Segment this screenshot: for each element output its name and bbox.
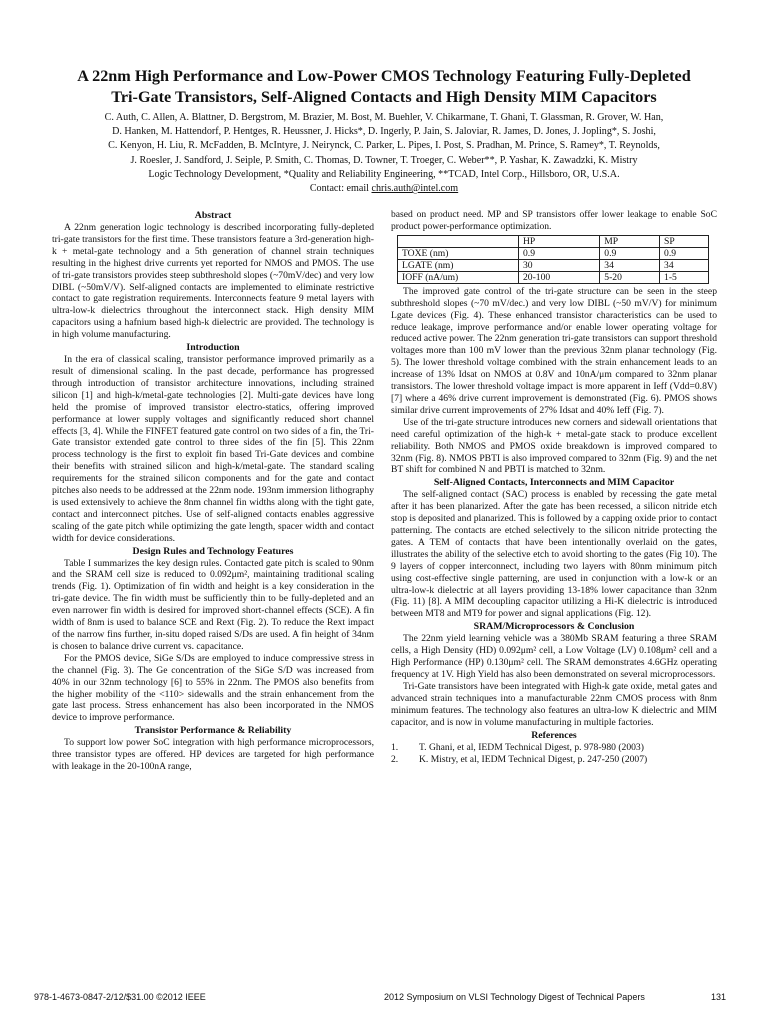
reference-number: 1. [391, 741, 399, 753]
reference-item [391, 742, 717, 754]
table-cell: 34 [600, 259, 660, 271]
transistor-parameter-table [397, 235, 709, 284]
table-cell: 0.9 [600, 247, 660, 259]
author-line: C. Auth, C. Allen, A. Blattner, D. Bergstrom, M. Brazier, M. Bost, M. Buehler, V. Chikarmane, T. Ghani, T. Glassman, R. Grover, W. Han, [104, 112, 664, 123]
reliability-paragraph: Use of the tri-gate structure introduces new corners and sidewall orientations that need careful optimization of the high-k + metal-gate stack to produce excellent reliability. Both NMOS and PMOS oxide breakdown is improved compared to 32nm (Fig. 8). NMOS PBTI is also improved compared to 32nm (Fig. 9) and the net BT shift for combined N and PBTI is matched to 32nm. [391, 416, 717, 476]
table-cell: 34 [660, 259, 709, 271]
abstract-text: A 22nm generation logic technology is described incorporating fully-depleted tri-gate transistors for the first time. These transistors feature a 3rd-generation high-k + metal-gate technology and a 5th generation of channel strain techniques resulting in the highest drive currents yet reported for NMOS and PMOS. The use of tri-gate transistors provides steep subthreshold slopes (~70mV/dec) and very low DIBL (~50mV/V). Self-aligned contacts are implemented to eliminate restrictive contact to gate registration requirements. Interconnects feature 9 metal layers with ultra-low-k dielectrics throughout the interconnect stack. High density MIM capacitors using a hafnium based high-k dielectric are provided. The technology is in high volume manufacturing. [52, 222, 374, 341]
footer-copyright: 978-1-4673-0847-2/12/$31.00 ©2012 IEEE [34, 992, 206, 1002]
footer-venue: 2012 Symposium on VLSI Technology Digest of Technical Papers [384, 992, 645, 1002]
contact-email-link[interactable]: chris.auth@intel.com [371, 183, 459, 195]
design-rules-paragraph: Table I summarizes the key design rules. Contacted gate pitch is scaled to 90nm and the SRAM cell size is reduced to 0.092μm², maintaining traditional scaling trends (Fig. 1). Optimization of fin width and height is a key consideration in the tri-gate device. The fin width must be sufficiently thin to be fully-depleted and an even narrower fin width is desired for improved short-channel effects (SCE). A fin width of 8nm is used to balance SCE and Rext (Fig. 2). To reduce the Rext impact of the narrow fins further, in-situ doped raised S/Ds are used. A fin height of 34nm is chosen to balance drive current vs. capacitance. [52, 557, 374, 652]
transistor-performance-paragraph: To support low power SoC integration with high performance microprocessors, three transistor types are offered. HP devices are targeted for high performance with leakage in the 20-100nA range, [52, 737, 374, 773]
author-line: C. Kenyon, H. Liu, R. McFadden, B. McIntyre, J. Neirynck, C. Parker, L. Pipes, I. Post, S. Pradhan, M. Prince, S. Ramey*, T. Reynolds, [108, 140, 660, 152]
reference-text: T. Ghani, et al, IEDM Technical Digest, p. 978-980 (2003) [419, 741, 644, 753]
sram-paragraph: The 22nm yield learning vehicle was a 380Mb SRAM featuring a three SRAM cells, a High Density (HD) 0.092μm² cell, a Low Voltage (LV) 0.108μm² cell and a High Performance (HP) 0.130μm² cell. The SRAM demonstrates 4.6GHz operating frequency at 1V. High Yield has also been demonstrated on several microprocessors. [391, 633, 717, 680]
table-header-cell: HP [519, 235, 600, 247]
author-line: D. Hanken, M. Hattendorf, P. Hentges, R. Heussner, J. Hicks*, D. Ingerly, P. Jain, S. Jaloviar, R. James, D. Jones, J. Jopling*, S. Joshi, [112, 126, 656, 138]
table-cell: 0.9 [660, 247, 709, 259]
design-rules-paragraph: For the PMOS device, SiGe S/Ds are employed to induce compressive stress in the channel (Fig. 3). The Ge concentration of the SiGe S/D was increased from 40% in our 32nm technology [6] to 55% in 22nm. The PMOS also benefits from the higher mobility of the <110> sidewalls and the strain enhancement from the gate last process. Stress enhancement has also been incorporated in the NMOS device to improve performance. [52, 652, 374, 724]
table-cell: TOXE (nm) [398, 247, 519, 259]
table-cell: 1-5 [660, 271, 709, 283]
sram-heading: SRAM/Microprocessors & Conclusion [473, 621, 635, 633]
reference-number: 2. [391, 753, 399, 765]
table-row [398, 247, 709, 259]
page-number: 131 [711, 992, 727, 1002]
reference-text: K. Mistry, et al, IEDM Technical Digest, p. 247-250 (2007) [419, 753, 648, 765]
author-block [20, 111, 748, 196]
abstract-heading: Abstract [194, 210, 232, 221]
conclusion-paragraph: Tri-Gate transistors have been integrated with High-k gate oxide, metal gates and advanced strain techniques into a manufacturable 22nm CMOS process with 8nm minimum features. The technology also features an ultra-low K dielectric and MIM capacitor, and is now in volume manufacturing in multiple factories. [391, 680, 717, 728]
reference-item [391, 754, 717, 766]
table-cell: 0.9 [519, 247, 600, 259]
table-cell: 20-100 [519, 271, 600, 283]
sac-paragraph: The self-aligned contact (SAC) process is enabled by recessing the gate metal after it has been planarized. After the gate has been recessed, a silicon nitride etch stop is deposited and planarized. This is followed by a capping oxide prior to contact patterning. The contacts are etched selectively to the silicon nitride protecting the gates. A TEM of contacts that have been intentionally overlaid on the gates, illustrates the ability of the selective etch to avoid shorting to the gates (Fig 10). The 9 layers of copper interconnect, including two layers with 80nm minimum pitch using cost-effective single patterning, are used in conjunction with a low-k or an ultra-low-k dielectric at all layers providing 13-18% lower capacitance than 32nm (Fig. 11) [8]. A MIM decoupling capacitor utilizing a Hi-K dielectric is introduced between MT8 and MT9 for power and signal applications (Fig. 12). [391, 489, 717, 620]
table-header-cell: SP [660, 235, 709, 247]
introduction-heading: Introduction [186, 342, 240, 354]
table-row [398, 259, 709, 271]
reference-list [391, 742, 717, 766]
table-cell: LGATE (nm) [398, 259, 519, 271]
table-header-cell [398, 235, 519, 247]
references-heading: References [531, 729, 577, 741]
performance-paragraph: The improved gate control of the tri-gate structure can be seen in the steep subthreshold slopes (~70 mV/dec.) and very low DIBL (~50 mV/V) for minimum Lgate devices (Fig. 4). These enhanced transistor characteristics can be used to reduce leakage, improve performance and/or enable lower operating voltage for reduced active power. The 22nm generation tri-gate transistors can support threshold voltages more than 100 mV lower than the previous 32nm planar technology (Fig. 5). The lower threshold voltage combined with the strain enhancement leads to an increase of 13% Idsat on NMOS at 0.8V and 10nA/μm compared to 32nm planar transistors. The lower threshold voltage impact is more apparent in Ieff (Vdd=0.8V) [7] where a 46% drive current improvement is demonstrated (Fig. 6). PMOS shows similar drive current improvements of 27% Idsat and 40% Ieff (Fig. 7). [391, 285, 717, 416]
table-cell: IOFF (nA/um) [398, 271, 519, 283]
left-column [52, 209, 374, 773]
contact-label: Contact: email [309, 183, 369, 195]
transistor-performance-heading: Transistor Performance & Reliability [134, 725, 292, 737]
design-rules-heading: Design Rules and Technology Features [132, 545, 294, 557]
table-cell: 30 [519, 259, 600, 271]
affiliation: Logic Technology Development, *Quality and Reliability Engineering, **TCAD, Intel Corp., Hillsboro, OR, U.S.A. [148, 168, 620, 180]
title-line-2: Tri-Gate Transistors, Self-Aligned Contacts and High Density MIM Capacitors [111, 88, 657, 106]
table-row [398, 271, 709, 283]
continued-paragraph: based on product need. MP and SP transistors offer lower leakage to enable SoC product power-performance optimization. [391, 209, 717, 232]
table-header-cell: MP [600, 235, 660, 247]
table-header-row [398, 235, 709, 247]
title-line-1: A 22nm High Performance and Low-Power CMOS Technology Featuring Fully-Depleted [77, 67, 691, 85]
paper-title [20, 66, 748, 108]
right-column [391, 209, 717, 766]
sac-heading: Self-Aligned Contacts, Interconnects and MIM Capacitor [433, 477, 675, 489]
introduction-text: In the era of classical scaling, transistor performance improved primarily as a result of dimensional scaling. In the past decade, performance has progressed through introduction of transistor architecture innovations, including strained silicon [1] and high-k/metal-gate technologies [2]. Multi-gate devices have long held the promise of improved transistor electro-statics, offering improved performance at lower supply voltages and significantly reduced short channel effects [3, 4]. While the FINFET featured gate control on two sides of a fin, the Tri-Gate transistor extended gate control to three sides of the fin [5]. This 22nm process technology is the first to exploit fin based Tri-Gate devices and combine their benefits with strained silicon and high-k/metal-gate. The standard scaling requirements for the strained silicon components and for the gate and contact pitches also needs to be addressed at the 22nm node. 193nm immersion lithography is used extensively to achieve the 8nm channel fin widths along with the tight gate, contact and interconnect pitches. Use of self-aligned contacts enables aggressive scaling of the gate pitch while optimizing the gate length, spacer width and contact width for device considerations. [52, 354, 374, 544]
contact-line [20, 182, 748, 196]
author-line: J. Roesler, J. Sandford, J. Seiple, P. Smith, C. Thomas, D. Towner, T. Troeger, C. Weber**, P. Yashar, K. Zawadzki, K. Mistry [130, 154, 638, 166]
table-cell: 5-20 [600, 271, 660, 283]
